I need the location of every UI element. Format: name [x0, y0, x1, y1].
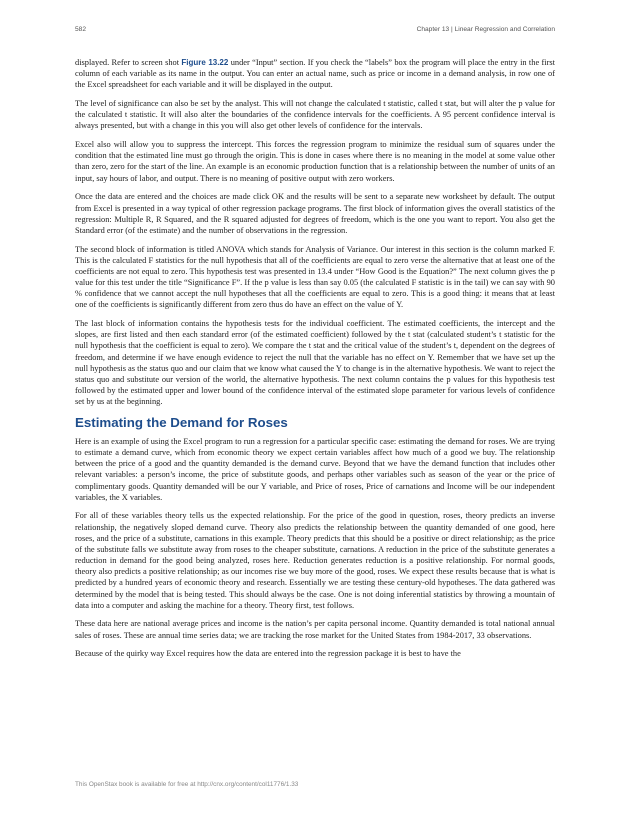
paragraph-7: Here is an example of using the Excel program to run a regression for a particular specific case: estimating the demand for roses. We are trying to estimate a demand curve, which from economic theory we expect certain variables affect how much of a good we buy. The relationship between the price of a good and the quantity demanded is the demand curve. Beyond that we have the demand function that includes other relevant variables: a person’s income, the price of substitute goods, and perhaps other variables such as season of the year or the price of complimentary goods. Quantity demanded will be our Y variable, and Price of roses, Price of carnations and Income will be our independent variables, the X variables.	[75, 436, 555, 502]
chapter-title: Chapter 13 | Linear Regression and Correlation	[416, 26, 555, 33]
paragraph-3: Excel also will allow you to suppress the intercept. This forces the regression program to minimize the residual sum of squares under the condition that the estimated line must go through the origin. This is done in cases where there is no meaning in the model at some value other than zero, zero for the start of the line. An example is an economic production function that is a relationship between the number of units of an input, say hours of labor, and output. There is no meaning of positive output with zero workers.	[75, 140, 555, 183]
page-content	[75, 57, 555, 667]
page-header	[75, 26, 555, 36]
paragraph-4: Once the data are entered and the choices are made click OK and the results will be sent to a separate new worksheet by default. The output from Excel is presented in a way typical of other regression package programs. The first block of information gives the overall statistics of the regression: Multiple R, R Squared, and the R squared adjusted for degrees of freedom, which is the one you want to report. You also get the Standard error (of the estimate) and the number of observations in the regression.	[75, 192, 555, 235]
paragraph-1-text-b: under “Input” section. If you check the “labels” box the program will place the entry in the first column of each variable as its name in the output. You can enter an actual name, such as price or income in a demand analysis, in row one of the Excel spreadsheet for each variable and it will be displayed in the output.	[75, 58, 556, 90]
figure-link[interactable]: Figure 13.22	[181, 58, 229, 67]
page-footer: This OpenStax book is available for free at http://cnx.org/content/col11776/1.33	[75, 781, 299, 788]
page-number: 582	[75, 26, 87, 33]
paragraph-1-text-a: displayed. Refer to screen shot	[75, 58, 182, 67]
paragraph-9: These data here are national average prices and income is the nation’s per capita personal income. Quantity demanded is total national annual sales of roses. These are annual time series data; we are tracking the rose market for the United States from 1984-2017, 33 observations.	[75, 619, 555, 640]
paragraph-8: For all of these variables theory tells us the expected relationship. For the price of the good in question, roses, theory predicts an inverse relationship, the negatively sloped demand curve. Theory also predicts the relationship between the quantity demanded of one good, here roses, and the price of a substitute, carnations in this example. Theory predicts that this should be a positive or direct relationship; as the price of the substitute falls we substitute away from roses to the cheaper substitute, carnations. A reduction in the price of the substitute generates a reduction in demand for the good being analyzed, roses here. Reduction generates reduction is a positive relationship. For normal goods, theory also predicts a positive relationship; as our incomes rise we buy more of the good, roses. We expect these results because that is what is predicted by a hundred years of economic theory and research. Essentially we are testing these century-old hypotheses. The data gathered was determined by the model that is being tested. This should always be the case. One is not doing inferential statistics by throwing a mountain of data into a computer and asking the machine for a theory. Theory first, test follows.	[75, 511, 555, 610]
paragraph-10: Because of the quirky way Excel requires how the data are entered into the regression package it is best to have the	[75, 649, 461, 659]
paragraph-6: The last block of information contains the hypothesis tests for the individual coefficient. The estimated coefficients, the intercept and the slopes, are first listed and then each standard error (of the estimated coefficient) followed by the t stat (calculated student’s t statistic for the null hypothesis that the coefficient is equal to zero). We compare the t stat and the critical value of the student’s t, dependent on the degrees of freedom, and determine if we have enough evidence to reject the null that the variable has no effect on Y. Remember that we have set up the null hypothesis as the status quo and our claim that we know what caused the Y to change is in the alternative hypothesis. We want to reject the status quo and substitute our version of the world, the alternative hypothesis. The next column contains the p values for this hypothesis test followed by the estimated upper and lower bound of the confidence interval of the estimated slope parameter for various levels of confidence set by us at the beginning.	[75, 319, 555, 407]
paragraph-2: The level of significance can also be set by the analyst. This will not change the calculated t statistic, called t stat, but will alter the p value for the calculated t statistic. It will also alter the boundaries of the confidence intervals for the coefficients. A 95 percent confidence interval is always presented, but with a change in this you will also get other levels of confidence for the intervals.	[75, 99, 555, 131]
paragraph-5: The second block of information is titled ANOVA which stands for Analysis of Variance. Our interest in this section is the column marked F. This is the calculated F statistics for the null hypothesis that all of the coefficients are equal to zero verse the alternative that at least one of the coefficients are not equal to zero. This hypothesis test was presented in 13.4 under “How Good is the Equation?” The next column gives the p value for this test under the title “Significance F”. If the p value is less than say 0.05 (the calculated F statistic is in the tail) we can say with 90 % confidence that we cannot accept the null hypotheses that all the coefficients are equal to zero. This is a good thing: it means that at least one of the coefficients is significantly different from zero thus do have an effect on the value of Y.	[75, 244, 555, 310]
section-heading: Estimating the Demand for Roses	[75, 414, 288, 430]
paragraph-1	[75, 57, 555, 90]
